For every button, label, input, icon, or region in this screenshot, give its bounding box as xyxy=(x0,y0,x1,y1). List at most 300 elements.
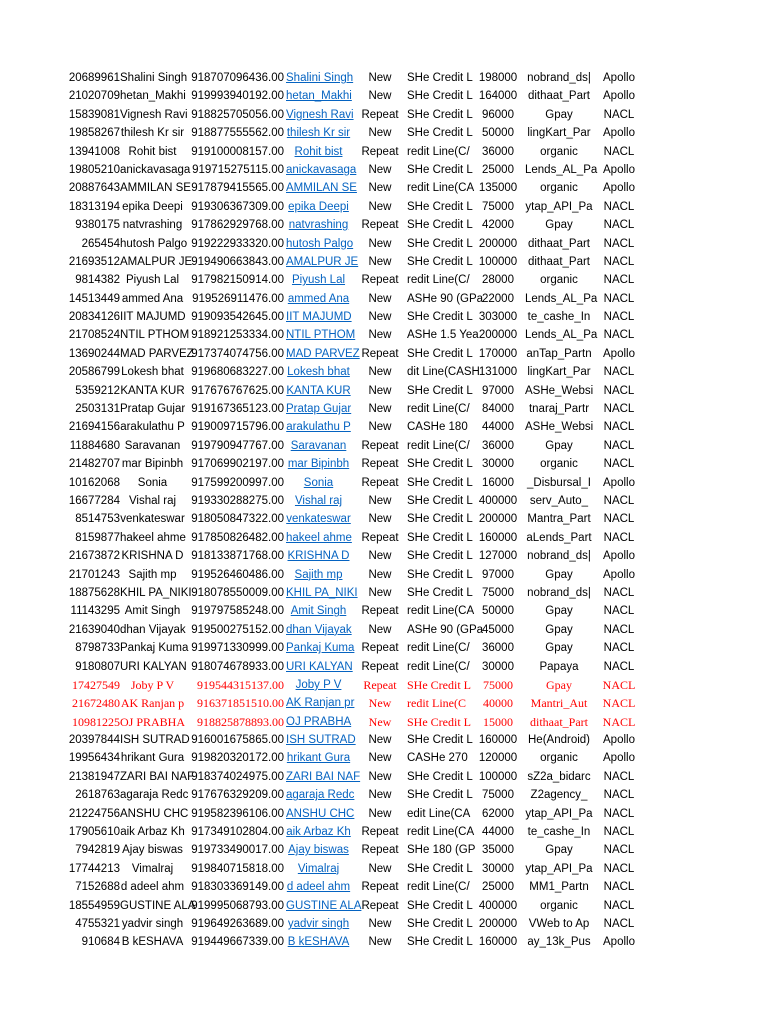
cell-name-link[interactable]: hakeel ahme xyxy=(286,531,352,544)
cell-source: te_cashe_In xyxy=(527,826,591,839)
cell-name-link[interactable]: natvrashing xyxy=(288,219,349,232)
cell-source: Mantra_Part xyxy=(527,513,591,526)
cell-phone: 919544315137.00 xyxy=(197,677,284,692)
cell-type: Repeat xyxy=(361,844,399,857)
cell-type: New xyxy=(368,513,392,526)
cell-source: dithaat_Part xyxy=(527,255,590,268)
cell-amount: 35000 xyxy=(482,844,514,857)
table-row xyxy=(0,290,768,308)
cell-id: 2618763 xyxy=(75,789,120,802)
cell-lender: Apollo xyxy=(603,734,635,747)
cell-product: SHe Credit L xyxy=(407,531,473,544)
cell-name-link[interactable]: Joby P V xyxy=(295,678,342,691)
cell-name-link[interactable]: Amit Singh xyxy=(290,605,347,618)
cell-product: redit Line(CA xyxy=(407,182,475,195)
cell-phone: 919093542645.00 xyxy=(191,311,284,324)
cell-amount: 28000 xyxy=(482,274,514,287)
table-row xyxy=(0,658,768,676)
cell-lender: NACL xyxy=(603,329,635,342)
cell-lender: Apollo xyxy=(603,347,635,360)
cell-product: SHe Credit L xyxy=(407,219,473,232)
cell-type: Repeat xyxy=(361,531,399,544)
cell-name-link[interactable]: yadvir singh xyxy=(287,917,350,930)
cell-name-link[interactable]: Ajay biswas xyxy=(288,844,349,857)
cell-lender: NACL xyxy=(602,696,636,711)
cell-name: hrikant Gura xyxy=(120,752,185,765)
cell-phone: 917982150914.00 xyxy=(191,274,284,287)
cell-product: SHe Credit L xyxy=(407,789,473,802)
cell-name-link[interactable]: OJ PRABHA xyxy=(286,715,352,728)
cell-type: New xyxy=(368,292,392,305)
table-row xyxy=(0,529,768,547)
cell-product: SHe Credit L xyxy=(407,476,473,489)
cell-product: SHe Credit L xyxy=(407,714,471,729)
cell-product: SHe Credit L xyxy=(407,677,471,692)
table-row xyxy=(0,363,768,381)
cell-source: te_cashe_In xyxy=(527,311,591,324)
cell-name-link[interactable]: AK Ranjan pr xyxy=(286,697,355,710)
cell-name-link[interactable]: venkateswar xyxy=(286,513,351,526)
cell-lender: NACL xyxy=(603,403,635,416)
cell-phone: 919526911476.00 xyxy=(192,292,284,305)
cell-phone: 918303369149.00 xyxy=(191,881,284,894)
cell-name-link[interactable]: ISH SUTRAD xyxy=(286,734,356,747)
cell-phone: 919582396106.00 xyxy=(191,807,284,820)
cell-product: ASHe 90 (GPa xyxy=(407,623,484,636)
cell-name-link[interactable]: MAD PARVEZ xyxy=(286,347,360,360)
cell-id: 17427549 xyxy=(72,677,120,692)
cell-amount: 25000 xyxy=(482,881,514,894)
cell-name: hutosh Palgo xyxy=(120,237,188,250)
cell-id: 9380175 xyxy=(75,219,120,232)
cell-source: lingKart_Par xyxy=(527,127,591,140)
cell-name: Amit Singh xyxy=(124,605,181,618)
cell-name: Shalini Singh xyxy=(120,72,188,84)
cell-phone: 917862929768.00 xyxy=(191,219,284,232)
cell-name-link[interactable]: B kESHAVA xyxy=(287,936,350,949)
cell-product: CASHe 270 xyxy=(407,752,468,765)
cell-source: VWeb to Ap xyxy=(528,917,590,930)
cell-name-link[interactable]: Saravanan xyxy=(290,439,347,452)
cell-source: _Disbursal_I xyxy=(527,476,591,489)
cell-name: dhan Vijayak xyxy=(120,623,186,636)
cell-type: Repeat xyxy=(361,145,399,158)
cell-type: Repeat xyxy=(361,660,399,673)
spreadsheet-table xyxy=(0,69,768,952)
cell-product: edit Line(CA xyxy=(407,807,471,820)
cell-name-link[interactable]: Rohit bist xyxy=(294,145,343,158)
cell-source: organic xyxy=(540,752,578,765)
cell-phone: 919733490017.00 xyxy=(191,844,284,857)
table-row xyxy=(0,731,768,749)
cell-name: Piyush Lal xyxy=(125,274,180,287)
cell-lender: NACL xyxy=(603,642,635,655)
cell-name-link[interactable]: hutosh Palgo xyxy=(286,237,354,250)
cell-id: 17905610 xyxy=(68,826,120,839)
cell-type: Repeat xyxy=(361,605,399,618)
cell-source: ytap_API_Pa xyxy=(525,807,593,820)
cell-source: Gpay xyxy=(545,568,573,581)
cell-product: SHe Credit L xyxy=(407,936,473,949)
cell-amount: 200000 xyxy=(478,237,518,250)
cell-phone: 919715275115.00 xyxy=(192,163,284,176)
cell-lender: Apollo xyxy=(603,72,635,84)
cell-amount: 50000 xyxy=(482,605,514,618)
cell-id: 2503131 xyxy=(75,403,120,416)
cell-id: 14513449 xyxy=(68,292,120,305)
cell-name-link[interactable]: Lokesh bhat xyxy=(287,366,350,379)
cell-amount: 160000 xyxy=(478,734,518,747)
cell-source: serv_Auto_ xyxy=(529,494,589,507)
cell-amount: 30000 xyxy=(482,660,514,673)
cell-lender: NACL xyxy=(603,108,635,121)
cell-name: hakeel ahme xyxy=(120,531,186,544)
cell-product: SHe Credit L xyxy=(407,237,473,250)
cell-name: Pankaj Kuma xyxy=(120,642,189,655)
cell-id: 21694156 xyxy=(68,421,120,434)
cell-name-link[interactable]: hetan_Makhi xyxy=(286,90,352,103)
cell-source: ytap_API_Pa xyxy=(525,862,593,875)
cell-name-link[interactable]: epika Deepi xyxy=(288,200,349,213)
cell-id: 10162068 xyxy=(68,476,120,489)
cell-type: New xyxy=(368,90,392,103)
cell-name: Sonia xyxy=(137,476,168,489)
cell-lender: NACL xyxy=(603,862,635,875)
cell-lender: NACL xyxy=(603,274,635,287)
cell-type: New xyxy=(368,936,392,949)
cell-source: dithaat_Part xyxy=(527,90,590,103)
cell-product: SHe Credit L xyxy=(407,550,473,563)
cell-phone: 919330288275.00 xyxy=(191,494,284,507)
table-row xyxy=(0,547,768,565)
cell-id: 15839081 xyxy=(68,108,120,121)
cell-source: Gpay xyxy=(545,108,573,121)
cell-amount: 198000 xyxy=(478,72,518,84)
cell-type: Repeat xyxy=(361,439,399,452)
cell-amount: 160000 xyxy=(478,936,518,949)
cell-product: SHe Credit L xyxy=(407,458,473,471)
cell-name: AK Ranjan p xyxy=(120,696,185,711)
cell-source: ytap_API_Pa xyxy=(525,200,593,213)
cell-lender: NACL xyxy=(603,421,635,434)
cell-source: nobrand_ds| xyxy=(527,550,591,563)
cell-lender: NACL xyxy=(603,899,635,912)
cell-amount: 36000 xyxy=(482,145,514,158)
table-row xyxy=(0,749,768,767)
cell-phone: 919797585248.00 xyxy=(191,605,284,618)
cell-type: New xyxy=(368,329,392,342)
cell-name-link[interactable]: agaraja Redc xyxy=(286,789,355,802)
cell-phone: 919649263689.00 xyxy=(191,917,284,930)
cell-product: SHe Credit L xyxy=(407,734,473,747)
cell-lender: NACL xyxy=(603,826,635,839)
cell-name-link[interactable]: KRISHNA D xyxy=(287,550,350,563)
cell-name-link[interactable]: Piyush Lal xyxy=(291,274,346,287)
cell-name: Joby P V xyxy=(130,677,175,692)
cell-name-link[interactable]: arakulathu P xyxy=(286,421,351,434)
table-row xyxy=(0,694,768,712)
cell-name: Vignesh Ravi xyxy=(120,108,188,121)
cell-id: 265454 xyxy=(81,237,120,250)
table-row xyxy=(0,510,768,528)
cell-name-link[interactable]: KHIL PA_NIKI xyxy=(286,586,358,599)
cell-type: New xyxy=(368,384,392,397)
cell-name: ANSHU CHC xyxy=(120,807,189,820)
cell-id: 7942819 xyxy=(75,844,120,857)
cell-phone: 917676329209.00 xyxy=(191,789,284,802)
cell-lender: NACL xyxy=(602,677,636,692)
table-row xyxy=(0,87,768,105)
cell-lender: Apollo xyxy=(603,752,635,765)
cell-name-link[interactable]: AMALPUR JE xyxy=(286,255,359,268)
cell-amount: 84000 xyxy=(482,403,514,416)
cell-name-link[interactable]: anickavasaga xyxy=(286,163,357,176)
cell-lender: NACL xyxy=(603,789,635,802)
cell-source: Gpay xyxy=(545,439,573,452)
table-row xyxy=(0,786,768,804)
cell-name-link[interactable]: GUSTINE ALA xyxy=(286,899,362,912)
cell-lender: NACL xyxy=(603,531,635,544)
cell-name: mar Bipinbh xyxy=(121,458,184,471)
cell-name: Vimalraj xyxy=(131,862,174,875)
cell-type: New xyxy=(368,182,392,195)
cell-phone: 919306367309.00 xyxy=(191,200,284,213)
cell-phone: 918825878893.00 xyxy=(197,714,284,729)
cell-amount: 127000 xyxy=(478,550,518,563)
cell-source: ay_13k_Pus xyxy=(527,936,591,949)
cell-name: arakulathu P xyxy=(120,421,185,434)
table-row xyxy=(0,474,768,492)
cell-name-link[interactable]: ZARI BAI NAF xyxy=(286,770,361,783)
cell-product: ASHe 1.5 Yea xyxy=(407,329,479,342)
cell-amount: 200000 xyxy=(478,513,518,526)
cell-name: URI KALYAN xyxy=(120,660,187,673)
cell-name-link[interactable]: URI KALYAN xyxy=(286,660,353,673)
cell-name: venkateswar xyxy=(120,513,185,526)
cell-amount: 75000 xyxy=(482,586,514,599)
cell-type: Repeat xyxy=(361,476,399,489)
cell-name-link[interactable]: hrikant Gura xyxy=(286,752,351,765)
cell-name-link[interactable]: ammed Ana xyxy=(287,292,350,305)
table-row xyxy=(0,805,768,823)
cell-type: New xyxy=(368,255,392,268)
cell-id: 21639040 xyxy=(68,623,120,636)
cell-id: 5359212 xyxy=(75,384,120,397)
cell-amount: 50000 xyxy=(482,127,514,140)
cell-source: lingKart_Par xyxy=(527,366,591,379)
cell-source: Gpay xyxy=(545,642,573,655)
cell-id: 910684 xyxy=(81,936,120,949)
cell-phone: 918374024975.00 xyxy=(191,770,284,783)
cell-product: redit Line(CA xyxy=(407,826,475,839)
cell-phone: 919971330999.00 xyxy=(191,642,284,655)
cell-product: SHe Credit L xyxy=(407,494,473,507)
cell-name: ammed Ana xyxy=(121,292,184,305)
cell-phone: 918877555562.00 xyxy=(191,127,284,140)
cell-name-link[interactable]: AMMILAN SE xyxy=(286,182,357,195)
cell-name-link[interactable]: Sonia xyxy=(303,476,334,489)
cell-name: agaraja Redc xyxy=(120,789,189,802)
cell-lender: Apollo xyxy=(603,182,635,195)
cell-amount: 97000 xyxy=(482,384,514,397)
cell-lender: NACL xyxy=(602,714,636,729)
cell-name-link[interactable]: Pratap Gujar xyxy=(286,403,352,416)
cell-id: 21381947 xyxy=(68,770,120,783)
cell-amount: 200000 xyxy=(478,917,518,930)
cell-amount: 36000 xyxy=(482,439,514,452)
cell-lender: NACL xyxy=(603,807,635,820)
cell-name-link[interactable]: Vimalraj xyxy=(297,862,340,875)
cell-name-link[interactable]: KANTA KUR xyxy=(286,384,351,397)
table-row xyxy=(0,106,768,124)
cell-name-link[interactable]: NTIL PTHOM xyxy=(286,329,356,342)
cell-name-link[interactable]: Vishal raj xyxy=(294,494,343,507)
cell-phone: 918074678933.00 xyxy=(191,660,284,673)
cell-product: redit Line(C/ xyxy=(407,274,470,287)
cell-amount: 164000 xyxy=(478,90,518,103)
cell-name-link[interactable]: Sajith mp xyxy=(294,568,343,581)
cell-id: 21693512 xyxy=(68,255,120,268)
cell-name-link[interactable]: d adeel ahm xyxy=(286,881,351,894)
cell-id: 20834126 xyxy=(68,311,120,324)
cell-id: 21224756 xyxy=(68,807,120,820)
cell-name: Lokesh bhat xyxy=(121,366,184,379)
cell-name-link[interactable]: aik Arbaz Kh xyxy=(286,826,351,839)
cell-name-link[interactable]: Vignesh Ravi xyxy=(286,108,354,121)
cell-lender: NACL xyxy=(603,494,635,507)
cell-name: KHIL PA_NIKI xyxy=(120,586,192,599)
cell-amount: 400000 xyxy=(478,494,518,507)
cell-source: organic xyxy=(540,274,578,287)
cell-amount: 303000 xyxy=(478,311,518,324)
cell-phone: 919009715796.00 xyxy=(191,421,284,434)
cell-id: 13690244 xyxy=(68,347,120,360)
cell-name-link[interactable]: Shalini Singh xyxy=(286,72,354,84)
cell-product: SHe Credit L xyxy=(407,163,473,176)
table-row xyxy=(0,69,768,87)
cell-type: Repeat xyxy=(361,826,399,839)
cell-phone: 919500275152.00 xyxy=(191,623,284,636)
table-row xyxy=(0,437,768,455)
cell-product: SHe Credit L xyxy=(407,108,473,121)
cell-amount: 30000 xyxy=(482,862,514,875)
cell-amount: 45000 xyxy=(482,623,514,636)
cell-type: New xyxy=(368,421,392,434)
cell-name: NTIL PTHOM xyxy=(120,329,190,342)
cell-name-link[interactable]: IIT MAJUMD xyxy=(286,311,352,324)
cell-id: 11884680 xyxy=(69,439,120,452)
cell-lender: Apollo xyxy=(603,550,635,563)
cell-type: New xyxy=(368,789,392,802)
cell-source: MM1_Partn xyxy=(529,881,589,894)
cell-product: redit Line(C/ xyxy=(407,660,470,673)
cell-name: GUSTINE ALA xyxy=(120,899,196,912)
cell-source: Lends_AL_Pa xyxy=(525,292,598,305)
cell-amount: 40000 xyxy=(483,696,513,711)
cell-lender: Apollo xyxy=(603,936,635,949)
cell-name: Pratap Gujar xyxy=(120,403,186,416)
cell-amount: 100000 xyxy=(478,770,518,783)
cell-lender: NACL xyxy=(603,311,635,324)
table-row xyxy=(0,823,768,841)
cell-phone: 918825705056.00 xyxy=(191,108,284,121)
cell-phone: 918050847322.00 xyxy=(191,513,284,526)
cell-amount: 36000 xyxy=(482,642,514,655)
cell-phone: 917069902197.00 xyxy=(191,458,284,471)
table-row xyxy=(0,345,768,363)
cell-id: 11143295 xyxy=(70,605,120,618)
cell-product: SHe Credit L xyxy=(407,917,473,930)
cell-id: 10981225 xyxy=(72,714,120,729)
table-row xyxy=(0,161,768,179)
cell-product: SHe Credit L xyxy=(407,347,473,360)
cell-name-link[interactable]: ANSHU CHC xyxy=(286,807,355,820)
cell-lender: NACL xyxy=(603,384,635,397)
cell-phone: 917850826482.00 xyxy=(191,531,284,544)
table-row xyxy=(0,400,768,418)
cell-name-link[interactable]: thilesh Kr sir xyxy=(286,127,351,140)
cell-lender: NACL xyxy=(603,219,635,232)
table-row xyxy=(0,841,768,859)
cell-id: 21482707 xyxy=(68,458,120,471)
cell-source: Gpay xyxy=(545,605,573,618)
cell-id: 19858267 xyxy=(68,127,120,140)
cell-amount: 160000 xyxy=(478,531,518,544)
cell-id: 19956434 xyxy=(68,752,120,765)
cell-id: 8798733 xyxy=(75,642,120,655)
cell-phone: 917599200997.00 xyxy=(191,476,284,489)
cell-name: anickavasaga xyxy=(120,163,191,176)
table-row xyxy=(0,143,768,161)
cell-product: SHe Credit L xyxy=(407,899,473,912)
table-row xyxy=(0,621,768,639)
cell-type: New xyxy=(368,237,392,250)
cell-source: Papaya xyxy=(539,660,579,673)
cell-lender: NACL xyxy=(603,145,635,158)
cell-id: 20689961 xyxy=(68,72,120,84)
cell-product: redit Line(C/ xyxy=(407,642,470,655)
table-row xyxy=(0,639,768,657)
cell-source: tnaraj_Partr xyxy=(528,403,590,416)
cell-id: 20887643 xyxy=(68,182,120,195)
cell-name: B kESHAVA xyxy=(121,936,184,949)
cell-name: epika Deepi xyxy=(122,200,183,213)
cell-product: SHe Credit L xyxy=(407,586,473,599)
cell-amount: 44000 xyxy=(482,826,514,839)
cell-amount: 30000 xyxy=(482,458,514,471)
cell-lender: NACL xyxy=(603,770,635,783)
cell-type: Repeat xyxy=(361,881,399,894)
cell-amount: 120000 xyxy=(478,752,518,765)
cell-name-link[interactable]: mar Bipinbh xyxy=(287,458,350,471)
cell-type: Repeat xyxy=(361,347,399,360)
cell-name: IIT MAJUMD xyxy=(120,311,186,324)
cell-name-link[interactable]: dhan Vijayak xyxy=(286,623,352,636)
cell-name: aik Arbaz Kh xyxy=(120,826,185,839)
cell-name-link[interactable]: Pankaj Kuma xyxy=(286,642,355,655)
cell-amount: 200000 xyxy=(478,329,518,342)
cell-amount: 170000 xyxy=(478,347,518,360)
cell-lender: NACL xyxy=(603,881,635,894)
cell-phone: 919995068793.00 xyxy=(191,899,284,912)
cell-type: New xyxy=(368,714,392,729)
cell-type: New xyxy=(368,366,392,379)
cell-product: redit Line(CA xyxy=(407,605,475,618)
cell-source: organic xyxy=(540,145,578,158)
cell-type: New xyxy=(368,807,392,820)
cell-phone: 919490663843.00 xyxy=(191,255,284,268)
cell-product: redit Line(C xyxy=(407,696,466,711)
